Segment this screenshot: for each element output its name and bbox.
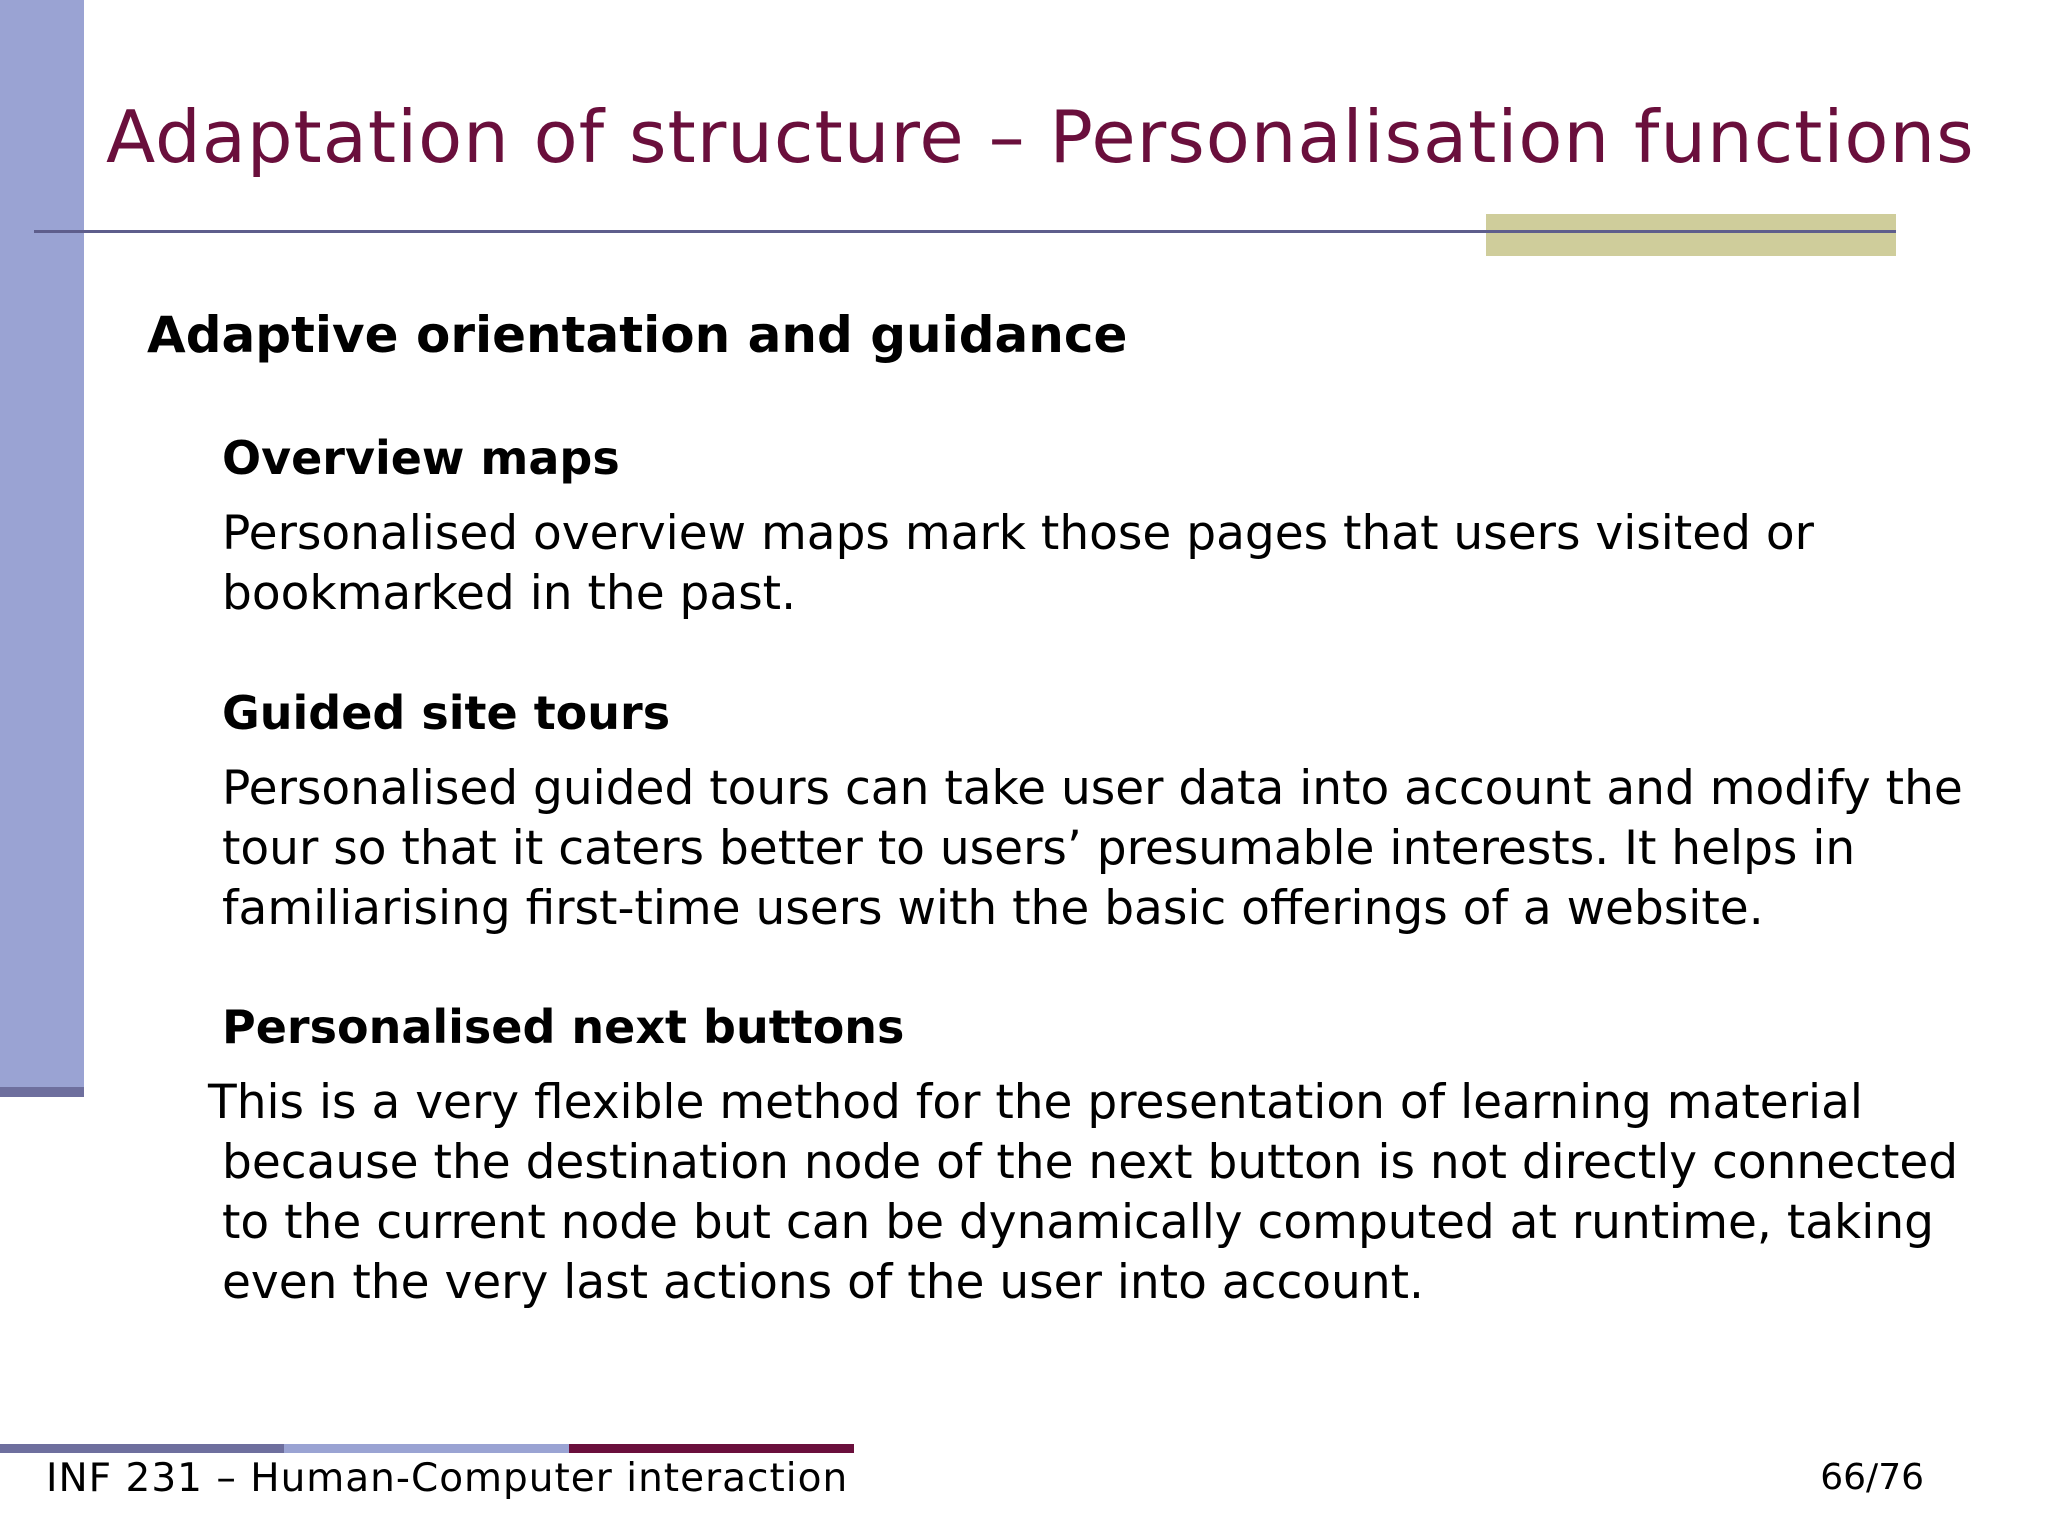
- slide-title: Adaptation of structure – Personalisation functions: [106, 95, 1975, 179]
- body-line: This is a very flexible method for the presentation of learning material: [208, 1075, 1863, 1130]
- section-body-overview-maps: [222, 504, 1814, 624]
- footer-stripe-segment-2: [284, 1444, 569, 1453]
- section-body-guided-site-tours: [222, 759, 1963, 939]
- body-line: familiarising first-time users with the basic offerings of a website.: [222, 881, 1764, 936]
- section-heading-personalised-next-buttons: Personalised next buttons: [222, 1000, 905, 1054]
- body-line: because the destination node of the next button is not directly connected: [222, 1135, 1959, 1190]
- footer-course-title: INF 231 – Human-Computer interaction: [46, 1456, 849, 1501]
- body-line: Personalised guided tours can take user data into account and modify the: [222, 761, 1963, 816]
- body-line: tour so that it caters better to users’ presumable interests. It helps in: [222, 821, 1856, 876]
- slide-subtitle: Adaptive orientation and guidance: [147, 306, 1128, 364]
- body-line: to the current node but can be dynamically computed at runtime, taking: [222, 1195, 1934, 1250]
- section-heading-guided-site-tours: Guided site tours: [222, 686, 671, 740]
- left-sidebar-bar-foot: [0, 1087, 84, 1097]
- left-sidebar-bar: [0, 0, 84, 1087]
- body-line: Personalised overview maps mark those pages that users visited or: [222, 506, 1814, 561]
- body-line: even the very last actions of the user into account.: [222, 1255, 1424, 1310]
- title-accent-block: [1486, 214, 1896, 256]
- page-number: 66/76: [1820, 1457, 1924, 1498]
- section-body-personalised-next-buttons: [208, 1073, 1959, 1313]
- section-heading-overview-maps: Overview maps: [222, 431, 620, 485]
- footer-stripe-segment-1: [0, 1444, 284, 1453]
- footer-stripe-segment-3: [569, 1444, 854, 1453]
- body-line: bookmarked in the past.: [222, 566, 797, 621]
